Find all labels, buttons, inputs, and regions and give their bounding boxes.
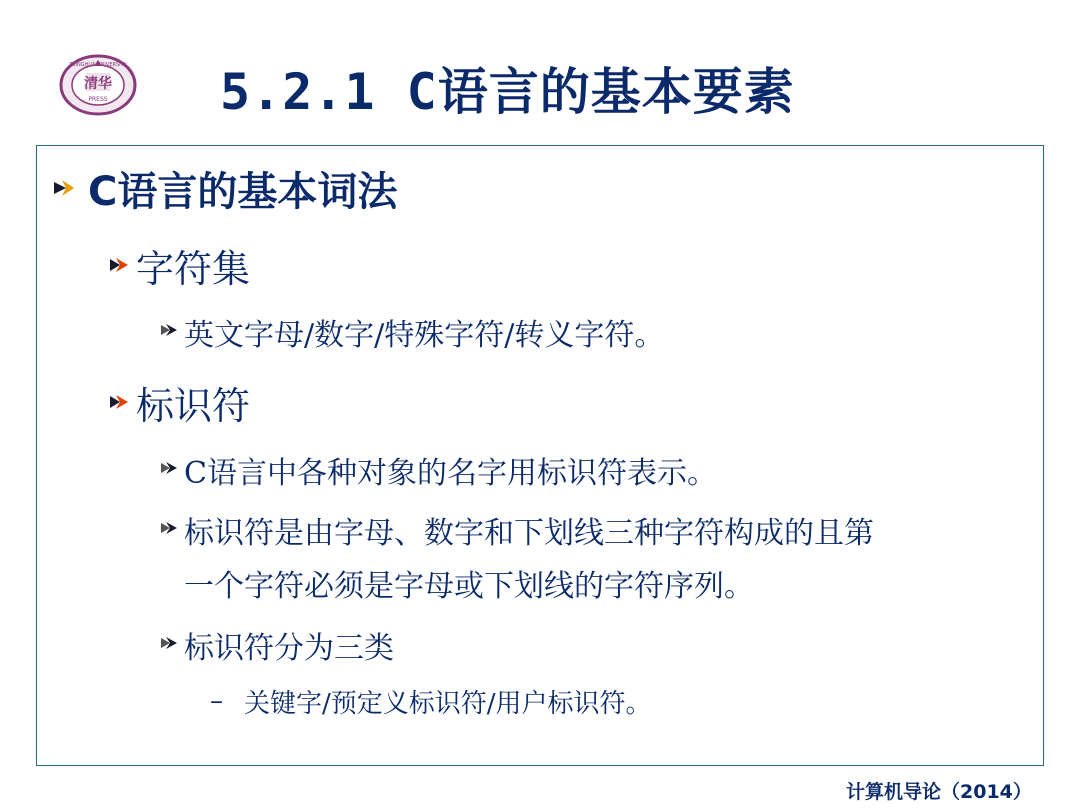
arrow-bullet-icon bbox=[160, 322, 178, 338]
dash-bullet: – bbox=[210, 686, 223, 716]
svg-text:TSINGHUA UNIVERSITY: TSINGHUA UNIVERSITY bbox=[69, 62, 127, 68]
identifier-label: 标识符 bbox=[136, 384, 251, 428]
arrow-bullet-icon bbox=[160, 635, 178, 651]
arrow-bullet-icon bbox=[108, 256, 130, 274]
arrow-bullet-icon bbox=[160, 520, 178, 536]
svg-text:PRESS: PRESS bbox=[88, 96, 108, 103]
arrow-bullet-icon bbox=[52, 178, 76, 198]
identifier-item-1: C语言中各种对象的名字用标识符表示。 bbox=[184, 456, 717, 491]
charset-label: 字符集 bbox=[136, 247, 251, 291]
identifier-categories: 关键字/预定义标识符/用户标识符。 bbox=[244, 689, 652, 719]
heading-basic-lexicon: C语言的基本词法 bbox=[88, 169, 398, 215]
identifier-item-3: 标识符分为三类 bbox=[184, 631, 394, 666]
identifier-item-2-line-2: 一个字符必须是字母或下划线的字符序列。 bbox=[184, 569, 754, 604]
arrow-bullet-icon bbox=[108, 393, 130, 411]
university-press-logo bbox=[58, 54, 138, 116]
identifier-item-2-line-1: 标识符是由字母、数字和下划线三种字符构成的且第 bbox=[184, 516, 874, 551]
footer-course-label: 计算机导论（2014） bbox=[846, 781, 1032, 803]
svg-text:清华: 清华 bbox=[84, 76, 112, 92]
arrow-bullet-icon bbox=[160, 460, 178, 476]
charset-item: 英文字母/数字/特殊字符/转义字符。 bbox=[184, 318, 665, 353]
slide-title: 5.2.1 C语言的基本要素 bbox=[220, 63, 795, 121]
